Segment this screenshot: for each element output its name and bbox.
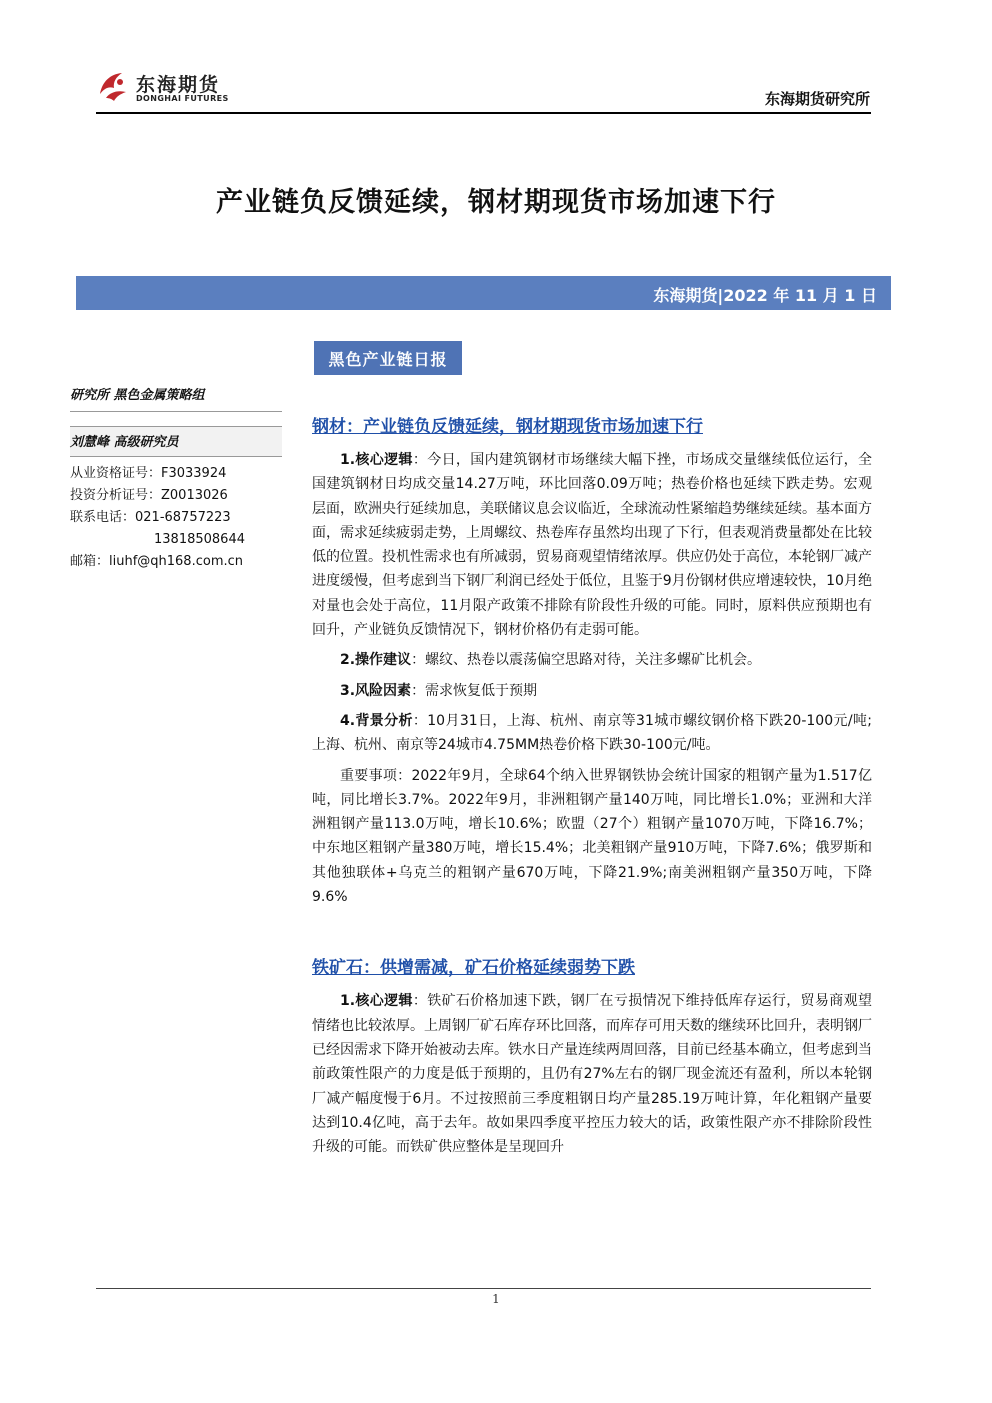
paragraph-text: ：需求恢复低于预期 <box>411 682 538 699</box>
document-title: 产业链负反馈延续，钢材期现货市场加速下行 <box>216 187 776 218</box>
contact-phone: 联系电话：021-68757223 <box>70 510 231 525</box>
section-title-steel[interactable]: 钢材：产业链负反馈延续，钢材期现货市场加速下行 <box>312 417 703 437</box>
contact-email: 邮箱：liuhf@qh168.com.cn <box>70 554 243 569</box>
company-logo <box>96 66 236 110</box>
analyst-name: 刘慧峰 高级研究员 <box>70 426 282 457</box>
logo-mark-icon <box>96 68 130 102</box>
paragraph <box>312 709 872 758</box>
paragraph-label: 4.背景分析 <box>340 712 413 729</box>
paragraph-text: ：螺纹、热卷以震荡偏空思路对待，关注多螺矿比机会。 <box>411 652 762 669</box>
logo-text-cn: 东海期货 <box>136 74 221 96</box>
header-rule <box>96 112 871 114</box>
paragraph <box>312 989 872 1159</box>
qualification-number: 从业资格证号：F3033924 <box>70 466 227 481</box>
contact-mobile: 13818508644 <box>154 532 245 547</box>
report-body <box>312 412 872 1159</box>
report-type-badge: 黑色产业链日报 <box>314 341 462 375</box>
paragraph-label: 1.核心逻辑 <box>340 993 413 1010</box>
author-sidebar <box>70 382 282 573</box>
page-number: 1 <box>492 1292 500 1306</box>
paragraph-text: ：铁矿石价格加速下跌，钢厂在亏损情况下维持低库存运行，贸易商观望情绪也比较浓厚。上周钢厂矿石库存环比回落，而库存可用天数的继续环比回升，表明钢厂已经因需求下降开始被动去库。铁水日产量连续两周回落，目前已经基本确立，但考虑到当前政策性限产的力度是低于预期的，且仍有27%左右的钢厂现金流还有盈利，所以本轮钢厂减产幅度慢于6月。不过按照前三季度粗钢日均产量285.19万吨计算，年化粗钢产量要达到10.4亿吨，高于去年。故如果四季度平控压力较大的话，政策性限产亦不排除阶段性升级的可能。而铁矿供应整体是呈现回升 <box>312 993 872 1156</box>
date-bar <box>76 276 891 310</box>
footer-rule <box>96 1288 871 1289</box>
paragraph <box>312 764 872 910</box>
date-text: 东海期货|2022 年 11 月 1 日 <box>653 286 877 305</box>
paragraph-text: ：10月31日，上海、杭州、南京等31城市螺纹钢价格下跌20-100元/吨;上海、杭州、南京等24城市4.75MM热卷价格下跌30-100元/吨。 <box>312 712 873 754</box>
paragraph-label: 2.操作建议 <box>340 652 412 669</box>
paragraph-label: 1.核心逻辑 <box>340 452 413 468</box>
paragraph-label: 3.风险因素 <box>340 682 412 699</box>
institute-name: 东海期货研究所 <box>764 90 870 108</box>
research-team: 研究所 黑色金属策略组 <box>70 382 282 412</box>
paragraph <box>312 648 872 672</box>
paragraph <box>312 448 872 642</box>
analysis-certificate-number: 投资分析证号：Z0013026 <box>70 488 228 503</box>
logo-text-en: DONGHAI FUTURES <box>136 94 229 103</box>
paragraph-text: 重要事项：2022年9月，全球64个纳入世界钢铁协会统计国家的粗钢产量为1.517亿吨，同比增长3.7%。2022年9月，非洲粗钢产量140万吨，同比增长1.0%；亚洲和大洋洲粗钢产量113.0万吨，增长10.6%；欧盟（27个）粗钢产量1070万吨，下降16.7%；中东地区粗钢产量380万吨，增长15.4%；北美粗钢产量910万吨，下降7.6%；俄罗斯和其他独联体+乌克兰的粗钢产量670万吨，下降21.9%;南美洲粗钢产量350万吨，下降9.6% <box>312 767 872 906</box>
paragraph-text: ：今日，国内建筑钢材市场继续大幅下挫，市场成交量继续低位运行，全国建筑钢材日均成交量14.27万吨，环比回落0.09万吨；热卷价格也延续下跌走势。宏观层面，欧洲央行延续加息，美联储议息会议临近，全球流动性紧缩趋势继续延续。基本面方面，需求延续疲弱走势，上周螺纹、热卷库存虽然均出现了下行，但表观消费量都处在比较低的位置。投机性需求也有所减弱，贸易商观望情绪浓厚。供应仍处于高位，本轮钢厂减产进度缓慢，但考虑到当下钢厂利润已经处于低位，且鉴于9月份钢材供应增速较快，10月绝对量也会处于高位，11月限产政策不排除有阶段性升级的可能。同时，原料供应预期也有回升，产业链负反馈情况下，钢材价格仍有走弱可能。 <box>312 452 872 639</box>
section-title-iron-ore[interactable]: 铁矿石：供增需减，矿石价格延续弱势下跌 <box>312 958 635 979</box>
paragraph <box>312 679 872 703</box>
